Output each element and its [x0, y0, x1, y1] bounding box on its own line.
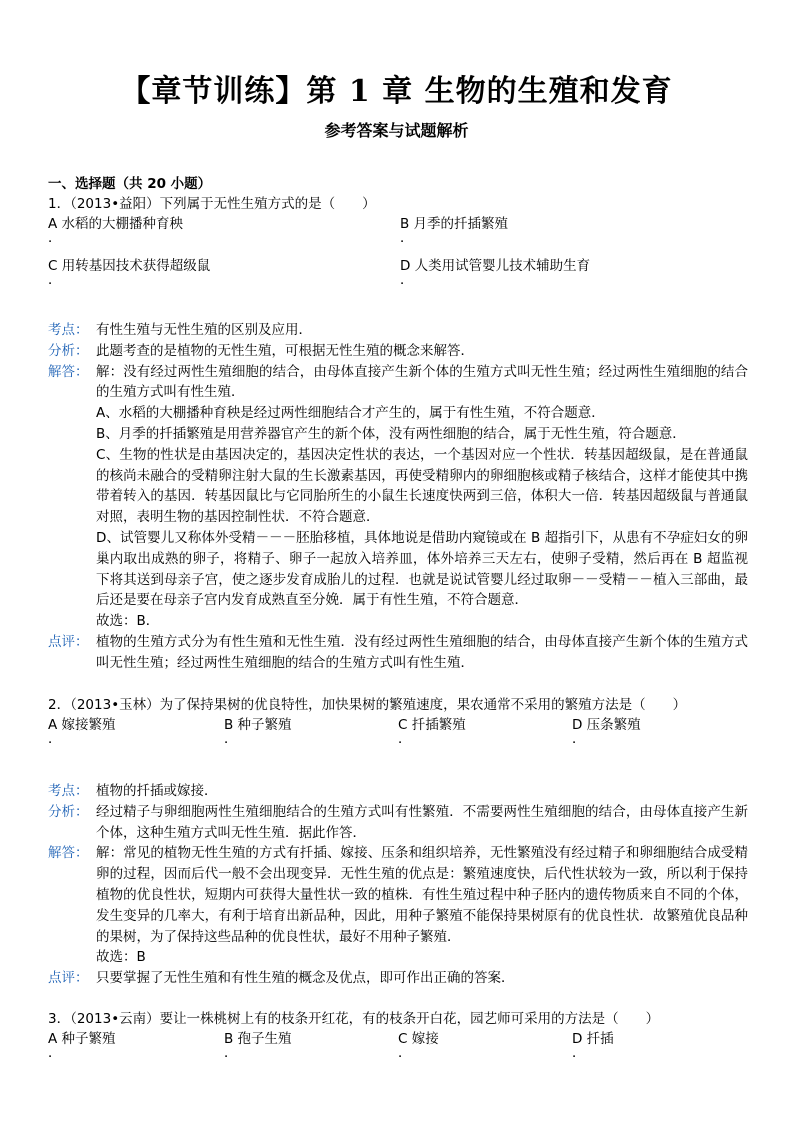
question-1 — [48, 195, 748, 301]
q1-fenxi: 此题考查的是植物的无性生殖，可根据无性生殖的概念来解答． — [96, 342, 474, 359]
q2-option-b-text: B 种子繁殖 — [224, 717, 292, 733]
q1-option-b — [400, 215, 508, 249]
q2-option-c-text: C 扦插繁殖 — [398, 717, 466, 733]
q2-option-d-text: D 压条繁殖 — [572, 717, 641, 733]
q1-option-c-dot: ． — [48, 272, 62, 289]
q3-option-a-dot: ． — [48, 1045, 62, 1062]
q2-jieda-intro: 解：常见的植物无性生殖的方式有扦插、嫁接、压条和组织培养，无性繁殖没有经过精子和卵细胞结合成受精卵的过程，因而后代一般不会出现变异．无性生殖的优点是：繁殖速度快，后代性状较为一致，所以利于保持植物的优良性状，短期内可获得大量性状一致的植株．有性生殖过程中种子胚内的遗传物质来自不同的个体，发生变异的几率大，有利于培育出新品种，因此，用种子繁殖不能保持果树原有的优良性状．故繁殖优良品种的果树，为了保持这些品种的优良性状，最好不用种子繁殖． — [96, 845, 748, 945]
q1-explanation — [48, 320, 748, 674]
q1-jieda-b: B、月季的扦插繁殖是用营养器官产生的新个体，没有两性细胞的结合，属于无性生殖，符合题意． — [96, 425, 686, 442]
q1-option-a-dot: ． — [48, 230, 62, 247]
q3-option-b-text: B 孢子生殖 — [224, 1031, 292, 1047]
q2-fenxi: 经过精子与卵细胞两性生殖细胞结合的生殖方式叫有性繁殖．不需要两性生殖细胞的结合，由母体直接产生新个体，这种生殖方式叫无性生殖．据此作答． — [96, 803, 748, 841]
q3-option-a — [48, 1030, 116, 1064]
q2-option-b — [224, 716, 292, 750]
q1-option-d — [400, 257, 590, 291]
question-1-stem: 1．（2013•益阳）下列属于无性生殖方式的是（ ） — [48, 196, 376, 212]
q2-explanation — [48, 781, 748, 989]
q1-jieda-a: A、水稻的大棚播种育秧是经过两性细胞结合才产生的，属于有性生殖，不符合题意． — [96, 405, 605, 422]
q2-dianping: 只要掌握了无性生殖和有性生殖的概念及优点，即可作出正确的答案． — [96, 970, 515, 987]
q2-option-a-text: A 嫁接繁殖 — [48, 717, 116, 733]
q2-option-d-dot: ． — [572, 731, 586, 748]
label-jieda: 解答： — [48, 363, 89, 380]
q2-option-a-dot: ． — [48, 731, 62, 748]
label-dianping-2: 点评： — [48, 970, 89, 987]
q3-option-c-dot: ． — [398, 1045, 412, 1062]
q1-dianping: 植物的生殖方式分为有性生殖和无性生殖．没有经过两性生殖细胞的结合，由母体直接产生新个体的生殖方式叫无性生殖；经过两性生殖细胞的结合的生殖方式叫有性生殖． — [96, 633, 748, 671]
q1-option-b-dot: ． — [400, 230, 414, 247]
q3-option-c-text: C 嫁接 — [398, 1031, 439, 1047]
q1-answer: 故选：B． — [96, 613, 160, 630]
question-2 — [48, 696, 748, 760]
q3-option-b — [224, 1030, 292, 1064]
q1-option-c-text: C 用转基因技术获得超级鼠 — [48, 258, 211, 274]
q3-option-d-dot: ． — [572, 1045, 586, 1062]
page-subtitle: 参考答案与试题解析 — [324, 121, 469, 140]
q1-option-a-text: A 水稻的大棚播种育秧 — [48, 216, 184, 232]
q3-option-b-dot: ． — [224, 1045, 238, 1062]
q2-kaodian: 植物的扦插或嫁接． — [96, 783, 218, 799]
q1-option-d-dot: ． — [400, 272, 414, 289]
label-jieda-2: 解答： — [48, 845, 89, 862]
q2-option-a — [48, 716, 116, 750]
q1-option-c — [48, 257, 210, 291]
q1-jieda-c: C、生物的性状是由基因决定的，基因决定性状的表达，一个基因对应一个性状．转基因超级鼠，是在普通鼠的核尚未融合的受精卵注射大鼠的生长激素基因，再使受精卵内的卵细胞核或精子核结合，这样才能使其中携带着转入的基因．转基因鼠比与它同胎所生的小鼠生长速度快两到三倍，体积大一倍．转基因超级鼠与普通鼠对照，表明生物的基因控制性状．不符合题意． — [96, 446, 748, 526]
label-dianping: 点评： — [48, 633, 89, 650]
q1-jieda-intro: 解：没有经过两性生殖细胞的结合，由母体直接产生新个体的生殖方式叫无性生殖；经过两性生殖细胞的结合的生殖方式叫有性生殖． — [96, 363, 748, 401]
q2-option-c-dot: ． — [398, 731, 412, 748]
q2-answer: 故选：B — [96, 949, 146, 966]
q1-option-d-text: D 人类用试管婴儿技术辅助生育 — [400, 258, 591, 274]
page-title: 【章节训练】第 1 章 生物的生殖和发育 — [120, 74, 673, 109]
section-heading: 一、选择题（共 20 小题） — [48, 176, 212, 192]
q2-option-d — [572, 716, 641, 750]
q3-option-a-text: A 种子繁殖 — [48, 1031, 116, 1047]
q1-option-b-text: B 月季的扦插繁殖 — [400, 216, 509, 232]
question-3 — [48, 1010, 748, 1074]
question-2-stem: 2．（2013•玉林）为了保持果树的优良特性，加快果树的繁殖速度，果农通常不采用的繁殖方法是（ ） — [48, 697, 687, 713]
q1-option-a — [48, 215, 183, 249]
label-fenxi: 分析： — [48, 342, 89, 359]
question-3-stem: 3．（2013•云南）要让一株桃树上有的枝条开红花，有的枝条开白花，园艺师可采用的方法是（ ） — [48, 1011, 660, 1027]
q1-jieda-d: D、试管婴儿又称体外受精－－－胚胎移植，具体地说是借助内窥镜或在 B 超指引下，从患有不孕症妇女的卵巢内取出成熟的卵子，将精子、卵子一起放入培养皿，体外培养三天左右，使卵子受精，然后再在 B 超监视下将其送到母亲子宫，使之逐步发育成胎儿的过程．也就是说试管婴儿经过取卵－－受精－－植入三部曲，最后还是要在母亲子宫内发育成熟直至分娩．属于有性生殖，不符合题意． — [96, 529, 748, 609]
q2-option-c — [398, 716, 466, 750]
label-kaodian-2: 考点： — [48, 783, 89, 799]
q3-option-c — [398, 1030, 439, 1064]
q3-option-d — [572, 1030, 614, 1064]
q1-kaodian: 有性生殖与无性生殖的区别及应用． — [96, 322, 312, 338]
q2-option-b-dot: ． — [224, 731, 238, 748]
q3-option-d-text: D 扦插 — [572, 1031, 614, 1047]
label-kaodian: 考点： — [48, 322, 89, 338]
label-fenxi-2: 分析： — [48, 803, 89, 820]
